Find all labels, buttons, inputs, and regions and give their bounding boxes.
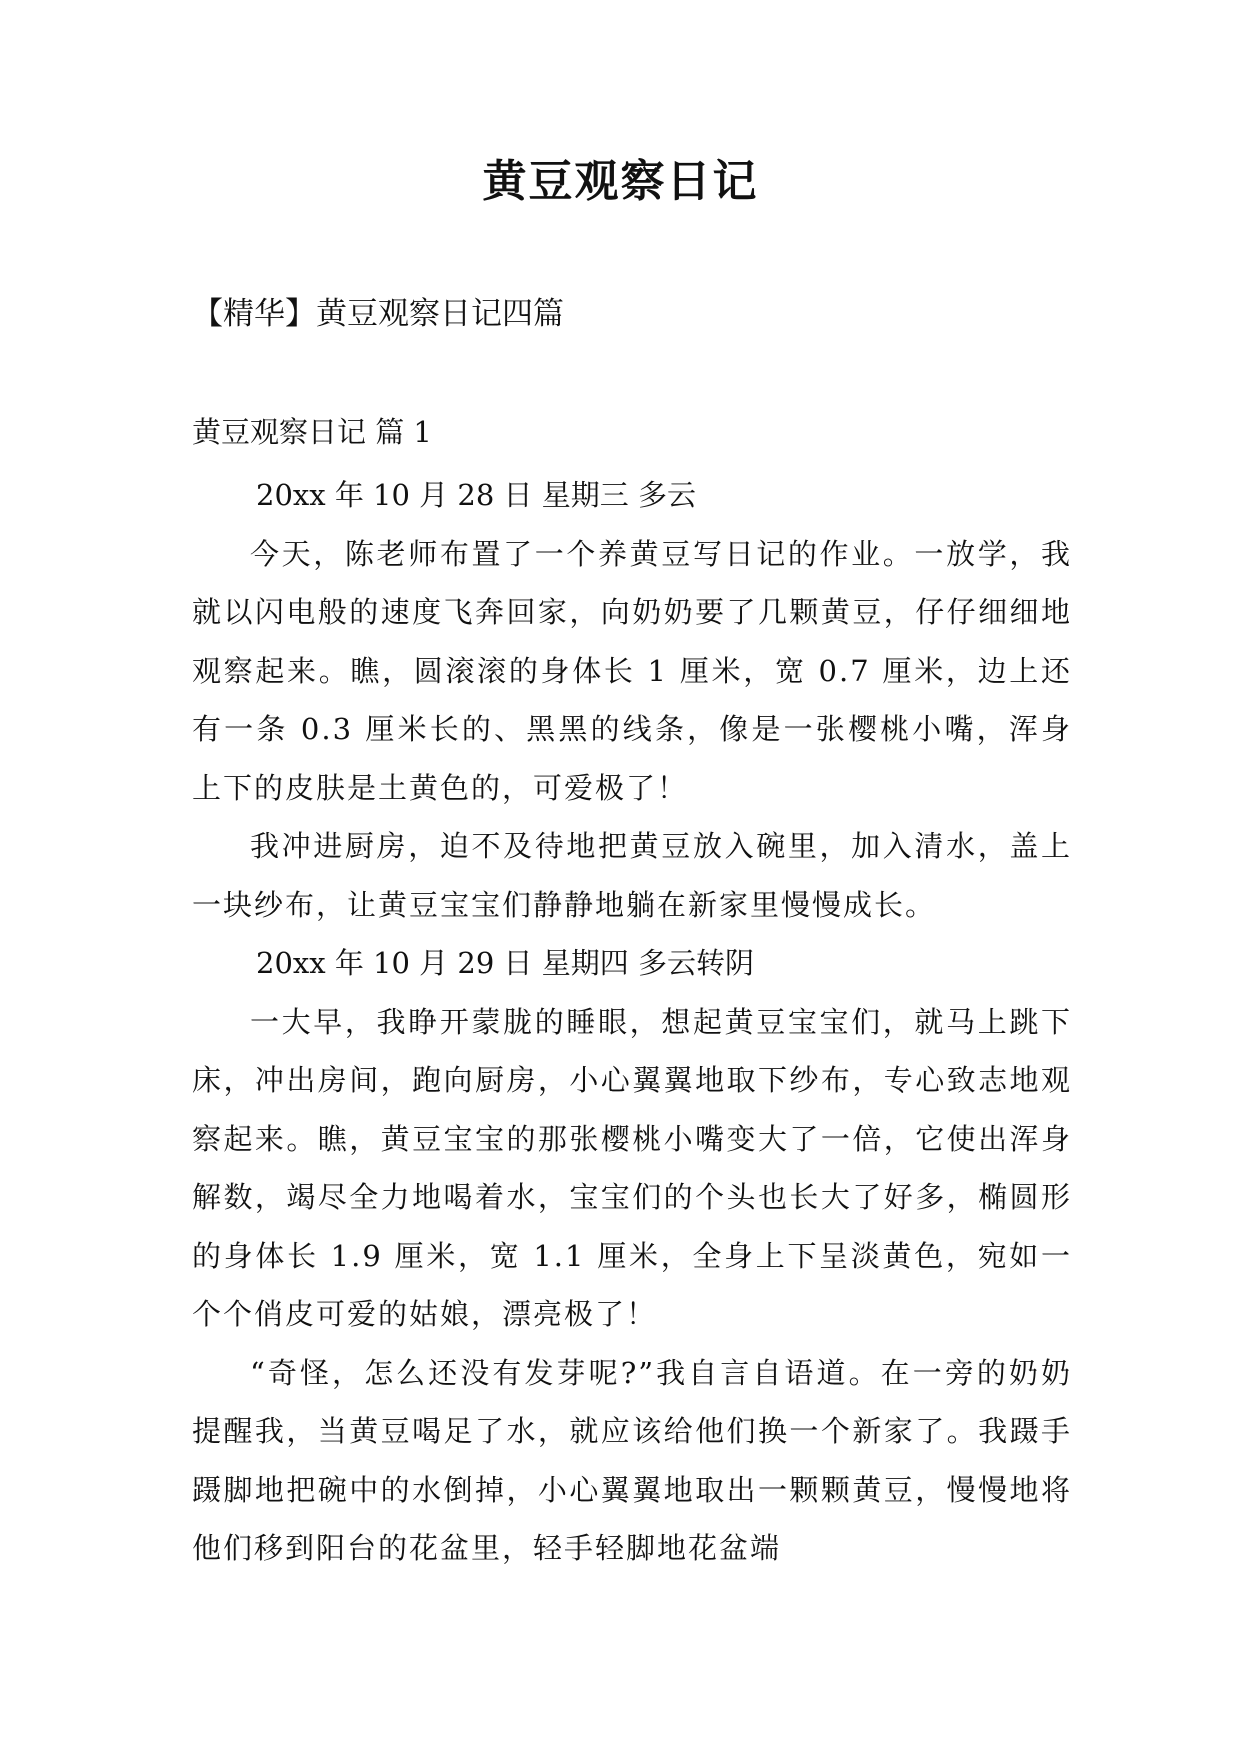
- entry-date: 20xx 年 10 月 28 日 星期三 多云: [256, 478, 696, 512]
- diary-entry: [192, 934, 1072, 1578]
- document-subtitle: 【精华】黄豆观察日记四篇: [192, 296, 564, 332]
- diary-body: [192, 466, 1072, 1578]
- entry-paragraph: 一大早，我睁开蒙胧的睡眼，想起黄豆宝宝们，就马上跳下床，冲出房间，跑向厨房，小心翼翼地取下纱布，专心致志地观察起来。瞧，黄豆宝宝的那张樱桃小嘴变大了一倍，它使出浑身解数，竭尽全力地喝着水，宝宝们的个头也长大了好多，椭圆形的身体长 1.9 厘米，宽 1.1 厘米，全身上下呈淡黄色，宛如一个个俏皮可爱的姑娘，漂亮极了！: [192, 1004, 1072, 1331]
- section-heading: 黄豆观察日记 篇 1: [192, 415, 432, 449]
- entry-paragraph: 我冲进厨房，迫不及待地把黄豆放入碗里，加入清水，盖上一块纱布，让黄豆宝宝们静静地躺在新家里慢慢成长。: [192, 829, 1072, 922]
- entry-date: 20xx 年 10 月 29 日 星期四 多云转阴: [256, 946, 754, 980]
- diary-entry: [192, 466, 1072, 934]
- entry-paragraph: “奇怪，怎么还没有发芽呢?”我自言自语道。在一旁的奶奶提醒我，当黄豆喝足了水，就应该给他们换一个新家了。我蹑手蹑脚地把碗中的水倒掉，小心翼翼地取出一颗颗黄豆，慢慢地将他们移到阳台的花盆里，轻手轻脚地花盆端: [192, 1355, 1072, 1565]
- entry-paragraph: 今天，陈老师布置了一个养黄豆写日记的作业。一放学，我就以闪电般的速度飞奔回家，向奶奶要了几颗黄豆，仔仔细细地观察起来。瞧，圆滚滚的身体长 1 厘米，宽 0.7 厘米，边上还有一条 0.3 厘米长的、黑黑的线条，像是一张樱桃小嘴，浑身上下的皮肤是土黄色的，可爱极了！: [192, 536, 1072, 805]
- document-title: 黄豆观察日记: [482, 156, 759, 207]
